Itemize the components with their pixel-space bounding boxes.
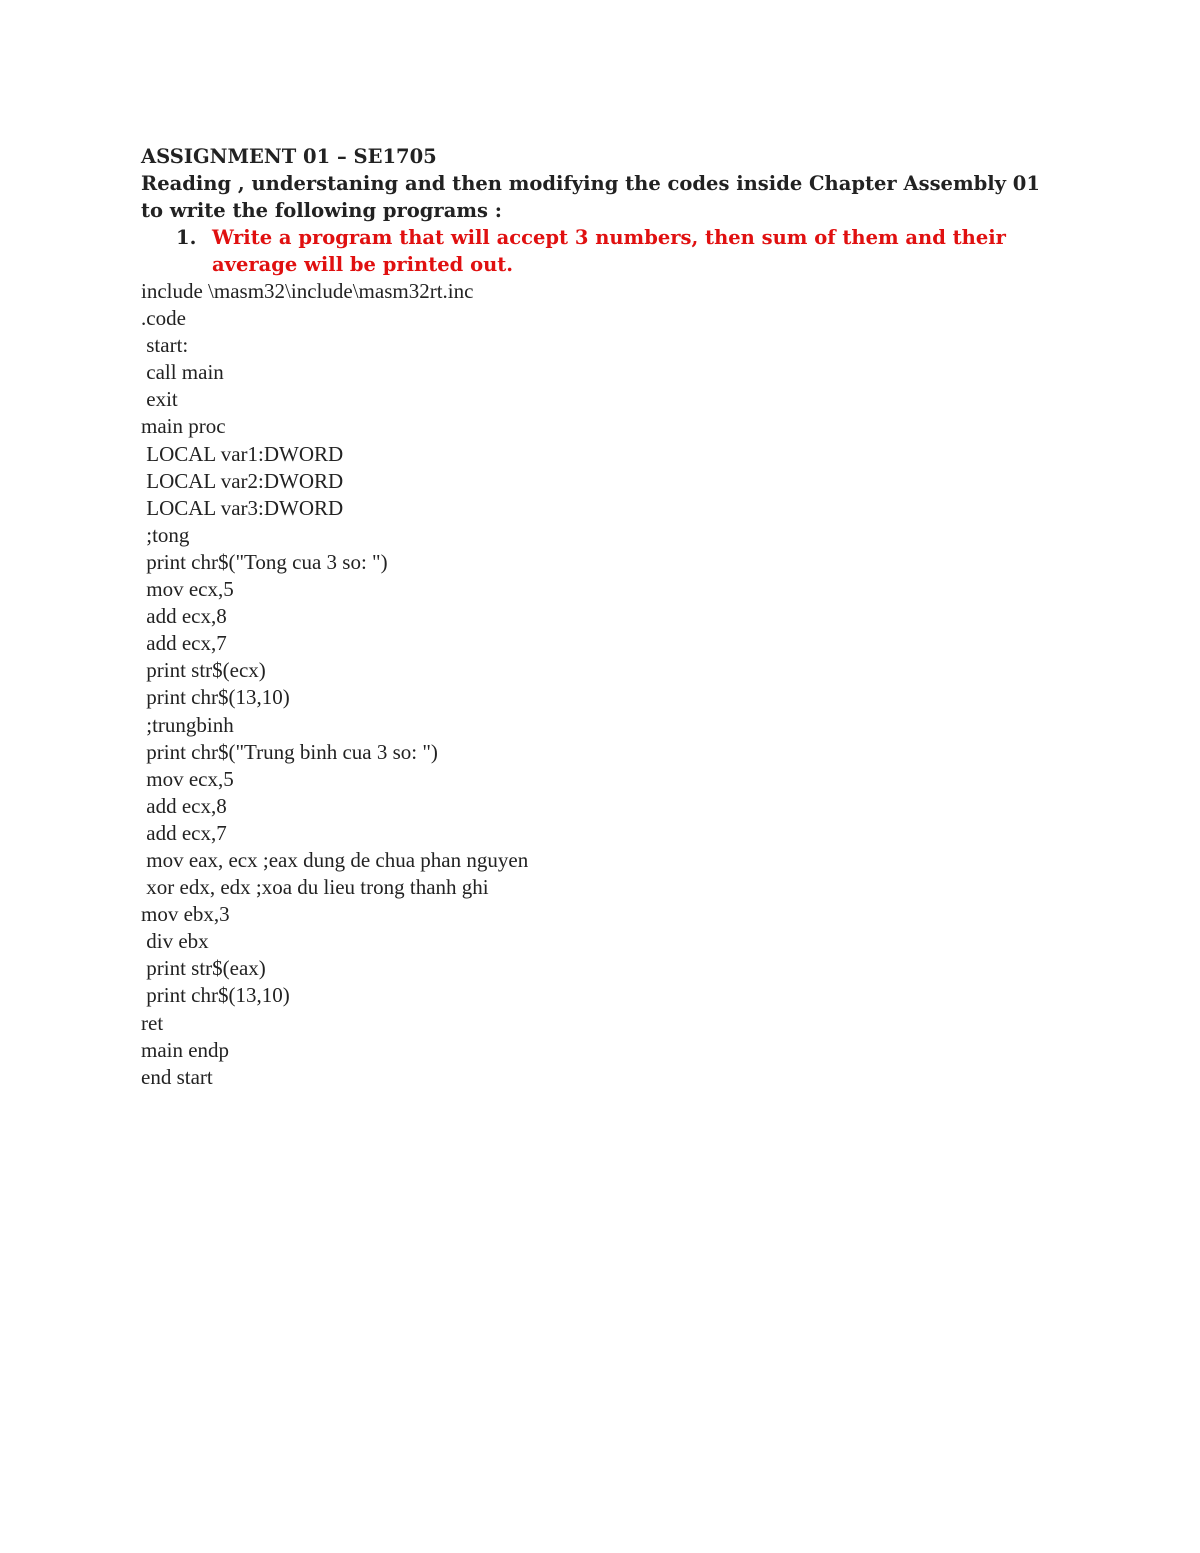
code-block (141, 278, 1061, 1091)
code-line: add ecx,8 (141, 604, 227, 629)
code-line: main endp (141, 1037, 230, 1062)
code-line: include \masm32\include\masm32rt.inc (141, 279, 474, 303)
code-line: main proc (141, 414, 226, 439)
code-line: LOCAL var1:DWORD (141, 441, 344, 466)
code-line: add ecx,8 (141, 793, 227, 818)
task-item (141, 224, 1061, 278)
assignment-title: ASSIGNMENT 01 – SE1705 (141, 145, 437, 168)
code-line: ;tong (141, 522, 190, 547)
code-line: mov eax, ecx ;eax dung de chua phan nguyen (141, 847, 529, 872)
code-line: mov ecx,5 (141, 766, 234, 791)
assignment-intro: Reading , understaning and then modifying the codes inside Chapter Assembly 01 to write the following programs : (141, 172, 1040, 222)
task-number-col (141, 224, 212, 278)
code-line: print chr$("Tong cua 3 so: ") (141, 549, 388, 574)
document-content (141, 143, 1061, 1091)
code-line: mov ebx,3 (141, 902, 230, 927)
code-line: add ecx,7 (141, 820, 227, 845)
code-line: end start (141, 1064, 213, 1089)
code-line: ;trungbinh (141, 712, 234, 737)
task-text: Write a program that will accept 3 numbers, then sum of them and their average will be printed out. (212, 226, 1006, 276)
code-line: add ecx,7 (141, 631, 227, 656)
code-line: print chr$(13,10) (141, 983, 290, 1008)
code-line: call main (141, 360, 224, 385)
code-line: print chr$(13,10) (141, 685, 290, 710)
code-line: exit (141, 387, 178, 412)
code-line: print str$(ecx) (141, 658, 266, 683)
code-line: xor edx, edx ;xoa du lieu trong thanh ghi (141, 875, 489, 900)
code-line: LOCAL var3:DWORD (141, 495, 344, 520)
code-line: mov ecx,5 (141, 577, 234, 602)
code-line: LOCAL var2:DWORD (141, 468, 344, 493)
code-line: start: (141, 333, 189, 358)
code-line: print str$(eax) (141, 956, 266, 981)
code-line: .code (141, 306, 186, 331)
task-number: 1. (176, 226, 197, 249)
code-line: div ebx (141, 929, 209, 954)
code-line: print chr$("Trung binh cua 3 so: ") (141, 739, 438, 764)
code-line: ret (141, 1010, 164, 1035)
